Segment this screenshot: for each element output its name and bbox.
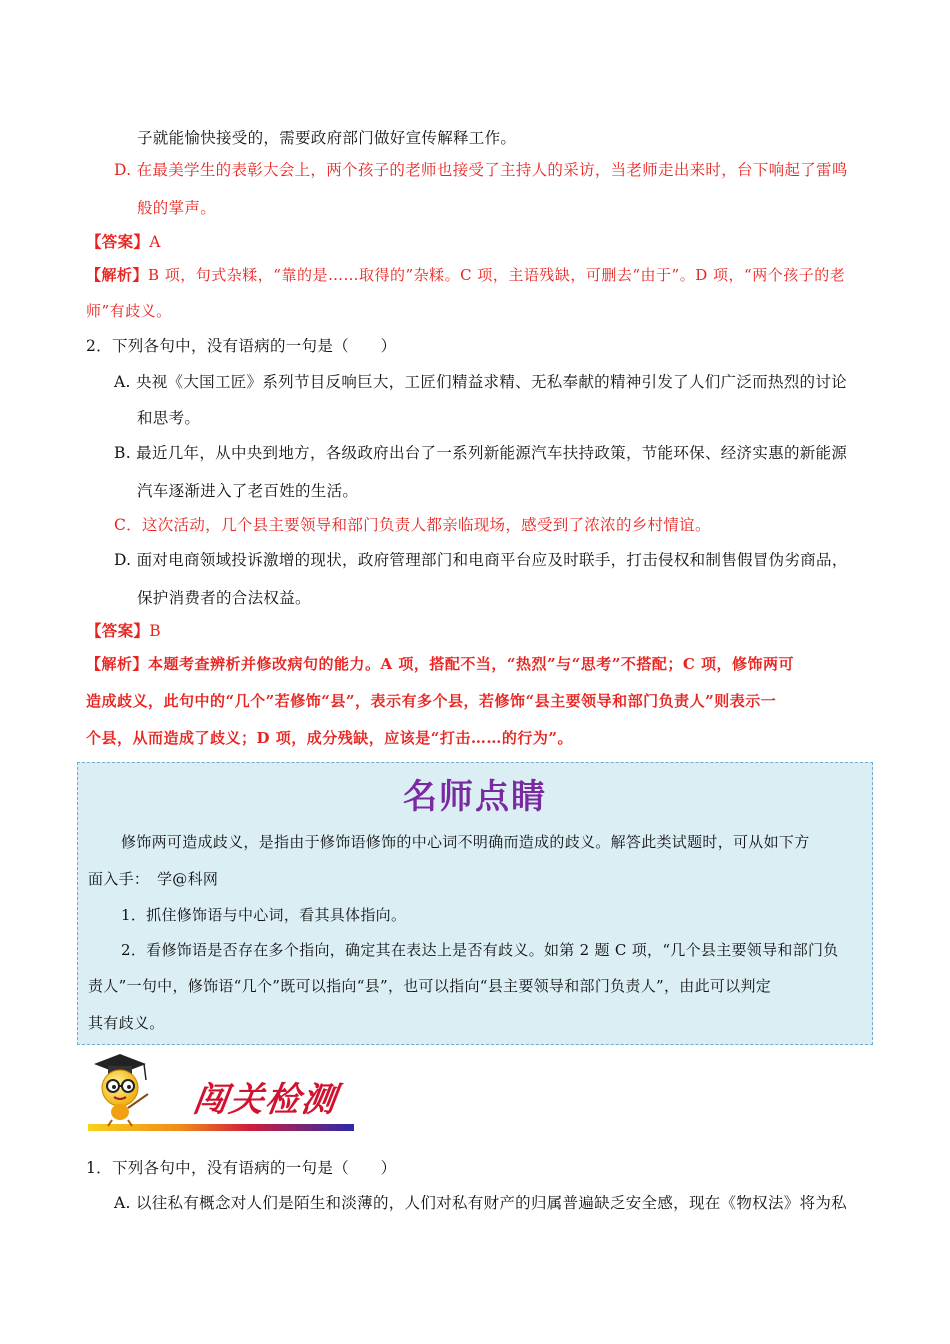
- answer-row: [86, 231, 161, 253]
- q2-analysis-line3: 个县，从而造成了歧义；D 项，成分残缺，应该是“打击……的行为”。: [86, 729, 573, 747]
- answer-value: A: [149, 233, 161, 251]
- analysis-row: [86, 264, 845, 286]
- tip-p3-line1: 2．看修饰语是否存在多个指向，确定其在表达上是否有歧义。如第 2 题 C 项，“几个县主要领导和部门负: [121, 941, 839, 959]
- q1-option-a-line1: A. 以往私有概念对人们是陌生和淡薄的，人们对私有财产的归属普遍缺乏安全感，现在《物权法》将为私: [114, 1194, 847, 1212]
- q2-analysis-row: [86, 653, 794, 675]
- q2-answer-row: [86, 620, 161, 642]
- analysis-line2: 师”有歧义。: [86, 302, 172, 320]
- section-banner: [86, 1050, 356, 1135]
- q2-answer-value: B: [149, 622, 161, 640]
- q2-option-a-line2: 和思考。: [137, 409, 201, 427]
- tip-p1-line2: 面入手： 学@科网: [88, 870, 219, 888]
- tip-box: [77, 762, 873, 1045]
- tip-p1-line1: 修饰两可造成歧义，是指由于修饰语修饰的中心词不明确而造成的歧义。解答此类试题时，可从如下方: [121, 833, 810, 851]
- q2-option-d-line1: D. 面对电商领域投诉激增的现状，政府管理部门和电商平台应及时联手，打击侵权和制售假冒伪劣商品，: [114, 551, 848, 569]
- analysis-label: 【解析】: [86, 266, 149, 284]
- section-banner-title: 闯关检测: [190, 1080, 341, 1120]
- q2-option-b-line1: B. 最近几年，从中央到地方，各级政府出台了一系列新能源汽车扶持政策，节能环保、经济实惠的新能源: [114, 444, 848, 462]
- tip-p2: 1．抓住修饰语与中心词，看其具体指向。: [121, 906, 407, 924]
- tip-p3-line2: 责人”一句中，修饰语“几个”既可以指向“县”，也可以指向“县主要领导和部门负责人”，由此可以判定: [88, 977, 772, 995]
- option-d-line2: 般的掌声。: [137, 199, 217, 217]
- q2-answer-label: 【答案】: [86, 621, 150, 640]
- q2-analysis-line2: 造成歧义，此句中的“几个”若修饰“县”，表示有多个县，若修饰“县主要领导和部门负责人”则表示一: [86, 692, 777, 710]
- answer-label: 【答案】: [86, 232, 150, 251]
- question-2-stem: 2．下列各句中，没有语病的一句是（ ）: [86, 337, 397, 355]
- q2-option-a-line1: A. 央视《大国工匠》系列节目反响巨大，工匠们精益求精、无私奉献的精神引发了人们广泛而热烈的讨论: [114, 373, 847, 391]
- q2-analysis-text: 本题考查辨析并修改病句的能力。A 项，搭配不当，“热烈”与“思考”不搭配；C 项，修饰两可: [148, 655, 795, 673]
- q2-analysis-label: 【解析】: [86, 655, 149, 673]
- option-c-continuation: 子就能愉快接受的，需要政府部门做好宣传解释工作。: [137, 129, 517, 147]
- q2-option-d-line2: 保护消费者的合法权益。: [137, 589, 311, 607]
- q2-option-c: C．这次活动，几个县主要领导和部门负责人都亲临现场，感受到了浓浓的乡村情谊。: [114, 516, 711, 534]
- tip-p3-line3: 其有歧义。: [88, 1014, 165, 1032]
- tip-box-title: 名师点睛: [403, 777, 547, 817]
- q2-option-b-line2: 汽车逐渐进入了老百姓的生活。: [137, 482, 359, 500]
- option-d-line1: D. 在最美学生的表彰大会上，两个孩子的老师也接受了主持人的采访，当老师走出来时，台下响起了雷鸣: [114, 161, 848, 179]
- analysis-text: B 项，句式杂糅，“靠的是……取得的”杂糅。C 项，主语残缺，可删去“由于”。D 项，“两个孩子的老: [148, 266, 846, 284]
- question-1-stem: 1．下列各句中，没有语病的一句是（ ）: [86, 1159, 397, 1177]
